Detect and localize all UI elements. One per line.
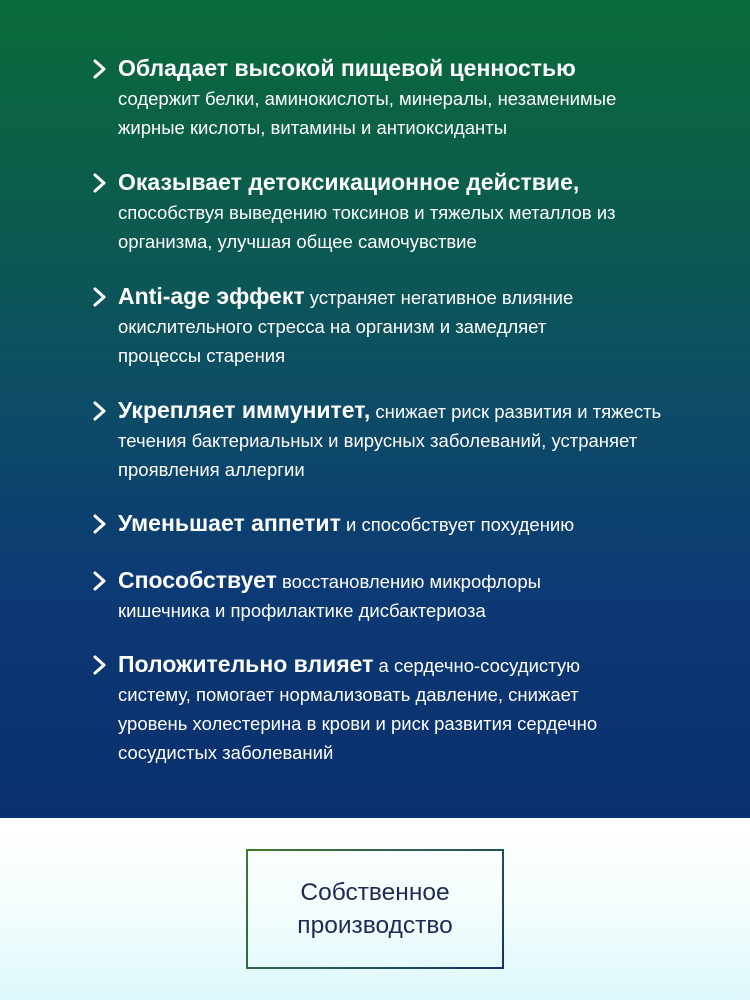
badge-line-2: производство xyxy=(297,912,453,939)
benefit-text xyxy=(118,566,588,625)
benefit-description: восстановлению микрофлоры кишечника и профилактике дисбактериоза xyxy=(118,571,541,621)
benefit-item xyxy=(92,396,712,484)
benefit-item xyxy=(92,168,712,256)
benefit-text xyxy=(118,282,618,370)
own-production-badge xyxy=(246,849,504,969)
chevron-right-icon xyxy=(92,512,108,536)
benefit-description: и способствует похудению xyxy=(340,514,575,535)
benefit-item xyxy=(92,650,712,767)
benefit-title: Оказывает детоксикационное действие, xyxy=(118,169,580,195)
benefit-text xyxy=(118,396,678,484)
benefit-description: снижает риск развития и тяжесть течения бактериальных и вирусных заболеваний, устраняет проявления аллергии xyxy=(118,401,662,480)
benefit-description: способствуя выведению токсинов и тяжелых металлов из организма, улучшая общее самочувствие xyxy=(118,202,616,252)
benefit-description: устраняет негативное влияние окислительного стресса на организм и замедляет процессы старения xyxy=(118,287,574,366)
benefit-text xyxy=(118,54,658,142)
benefit-text xyxy=(118,650,648,767)
benefit-title: Способствует xyxy=(118,567,277,593)
benefit-item xyxy=(92,509,712,539)
benefit-item xyxy=(92,282,712,370)
benefit-text xyxy=(118,509,678,539)
chevron-right-icon xyxy=(92,399,108,423)
benefit-title: Обладает высокой пищевой ценностью xyxy=(118,55,576,81)
benefit-title: Anti-age эффект xyxy=(118,283,305,309)
benefit-title: Укрепляет иммунитет, xyxy=(118,397,371,423)
chevron-right-icon xyxy=(92,171,108,195)
chevron-right-icon xyxy=(92,285,108,309)
benefit-description: а сердечно-сосудистую систему, помогает нормализовать давление, снижает уровень холестерина в крови и риск развития сердечно сосудистых заболеваний xyxy=(118,655,598,763)
benefit-title: Уменьшает аппетит xyxy=(118,510,341,536)
chevron-right-icon xyxy=(92,569,108,593)
benefit-description: содержит белки, аминокислоты, минералы, незаменимые жирные кислоты, витамины и антиоксиданты xyxy=(118,88,617,138)
badge-line-1: Собственное xyxy=(300,879,450,906)
chevron-right-icon xyxy=(92,653,108,677)
benefit-title: Положительно влияет xyxy=(118,651,374,677)
benefit-item xyxy=(92,566,712,625)
benefit-text xyxy=(118,168,638,256)
benefit-item xyxy=(92,54,712,142)
chevron-right-icon xyxy=(92,57,108,81)
